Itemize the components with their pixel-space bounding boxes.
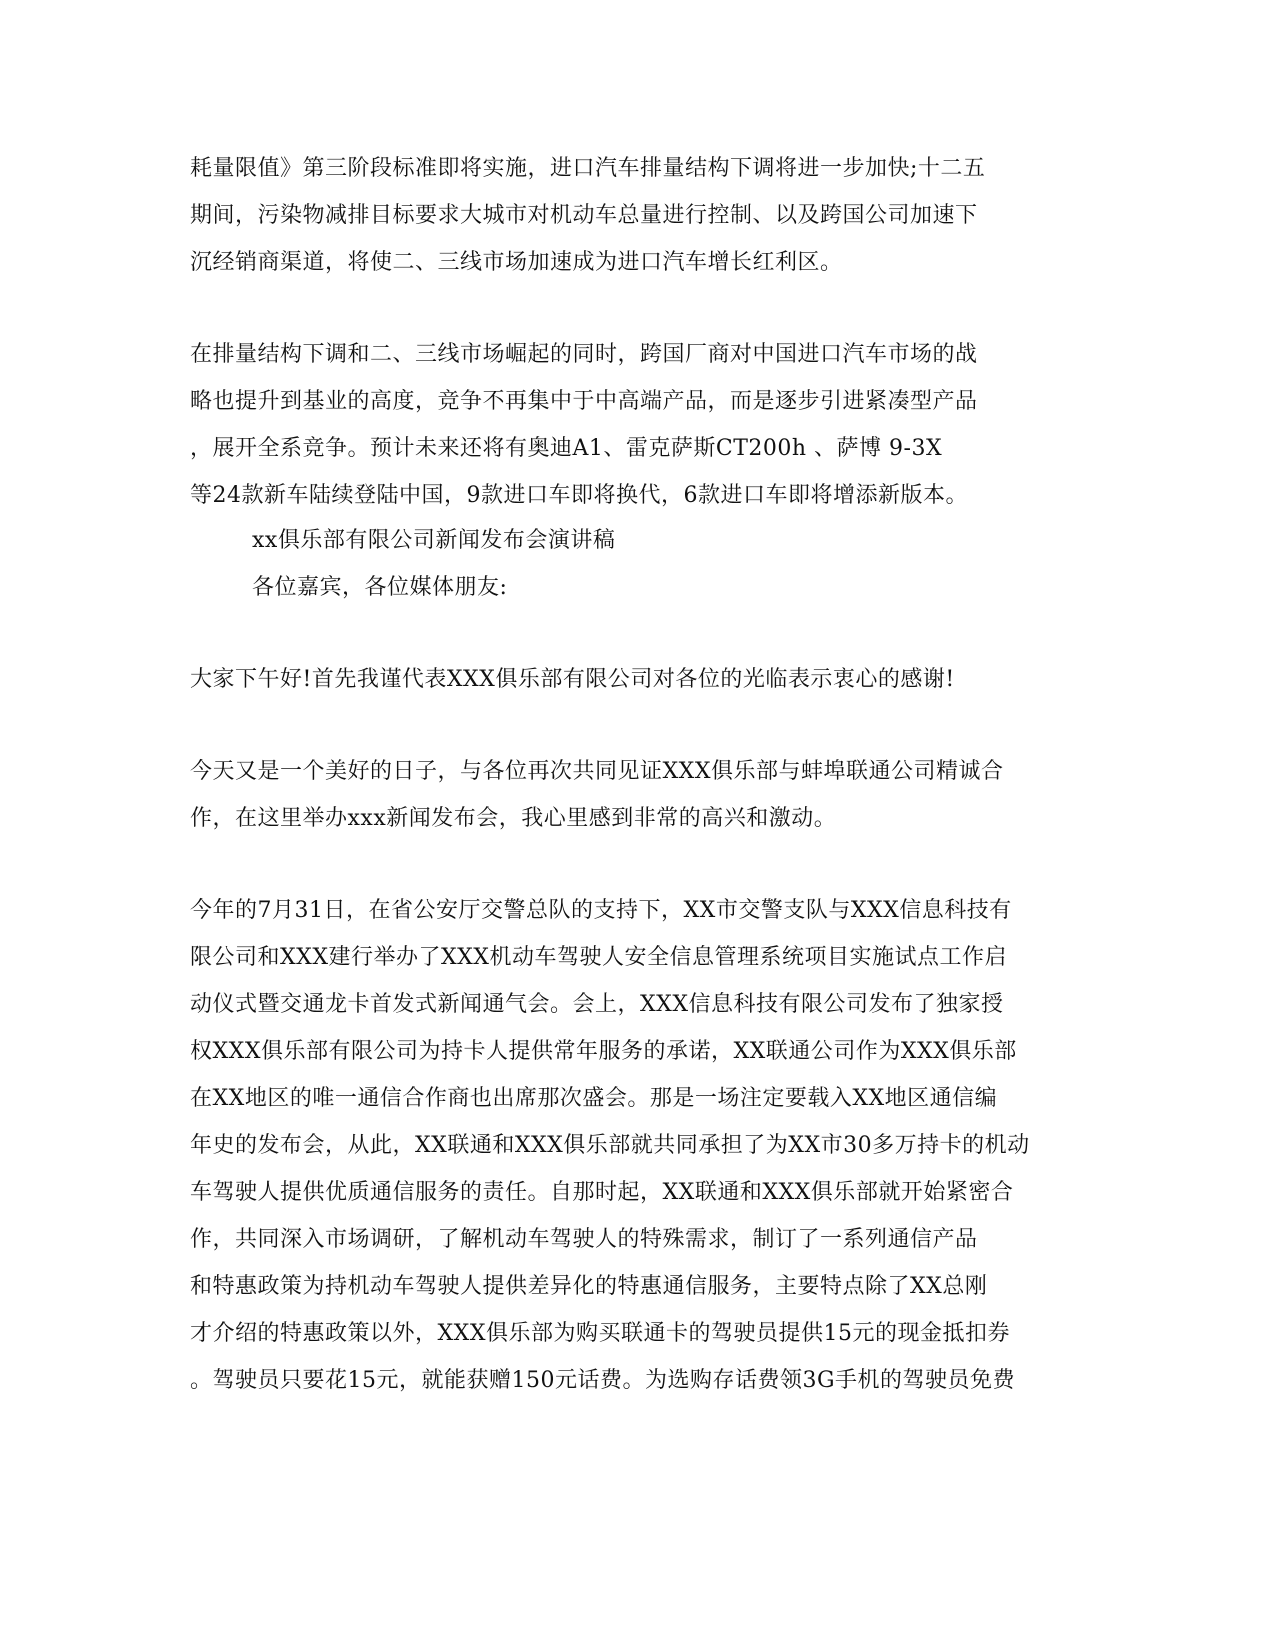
body-text-line: 沉经销商渠道，将使二、三线市场加速成为进口汽车增长红利区。: [190, 250, 843, 275]
body-text-line: 和特惠政策为持机动车驾驶人提供差异化的特惠通信服务，主要特点除了XX总刚: [190, 1274, 988, 1299]
body-text-line: 作，在这里举办xxx新闻发布会，我心里感到非常的高兴和激动。: [190, 806, 837, 831]
speech-title: xx俱乐部有限公司新闻发布会演讲稿: [252, 528, 616, 553]
body-text-line: 等24款新车陆续登陆中国，9款进口车即将换代，6款进口车即将增添新版本。: [190, 483, 968, 508]
body-text-line: 在排量结构下调和二、三线市场崛起的同时，跨国厂商对中国进口汽车市场的战: [190, 342, 978, 367]
body-text-line: 期间，污染物减排目标要求大城市对机动车总量进行控制、以及跨国公司加速下: [190, 203, 978, 228]
body-text-line: 才介绍的特惠政策以外，XXX俱乐部为购买联通卡的驾驶员提供15元的现金抵扣券: [190, 1321, 1010, 1346]
body-text-line: 作，共同深入市场调研，了解机动车驾驶人的特殊需求，制订了一系列通信产品: [190, 1227, 978, 1252]
body-text-line: 车驾驶人提供优质通信服务的责任。自那时起，XX联通和XXX俱乐部就开始紧密合: [190, 1180, 1014, 1205]
salutation: 各位嘉宾，各位媒体朋友:: [252, 575, 508, 600]
body-text-line: 大家下午好!首先我谨代表XXX俱乐部有限公司对各位的光临表示衷心的感谢!: [190, 667, 955, 692]
body-text-line: 在XX地区的唯一通信合作商也出席那次盛会。那是一场注定要载入XX地区通信编: [190, 1086, 998, 1111]
body-text-line: 限公司和XXX建行举办了XXX机动车驾驶人安全信息管理系统项目实施试点工作启: [190, 945, 1007, 970]
body-text-line: 动仪式暨交通龙卡首发式新闻通气会。会上，XXX信息科技有限公司发布了独家授: [190, 992, 1004, 1017]
body-text-line: 年史的发布会，从此，XX联通和XXX俱乐部就共同承担了为XX市30多万持卡的机动: [190, 1133, 1030, 1158]
body-text-line: 今天又是一个美好的日子，与各位再次共同见证XXX俱乐部与蚌埠联通公司精诚合: [190, 759, 1004, 784]
body-text-line: 今年的7月31日，在省公安厅交警总队的支持下，XX市交警支队与XXX信息科技有: [190, 898, 1012, 923]
body-text-line: ，展开全系竞争。预计未来还将有奥迪A1、雷克萨斯CT200h 、萨博 9-3X: [190, 436, 943, 461]
body-text-line: 。驾驶员只要花15元，就能获赠150元话费。为选购存话费领3G手机的驾驶员免费: [190, 1368, 1016, 1393]
body-text-line: 权XXX俱乐部有限公司为持卡人提供常年服务的承诺，XX联通公司作为XXX俱乐部: [190, 1039, 1017, 1064]
body-text-line: 略也提升到基业的高度，竞争不再集中于中高端产品，而是逐步引进紧凑型产品: [190, 389, 978, 414]
body-text-line: 耗量限值》第三阶段标准即将实施，进口汽车排量结构下调将进一步加快;十二五: [190, 156, 986, 181]
